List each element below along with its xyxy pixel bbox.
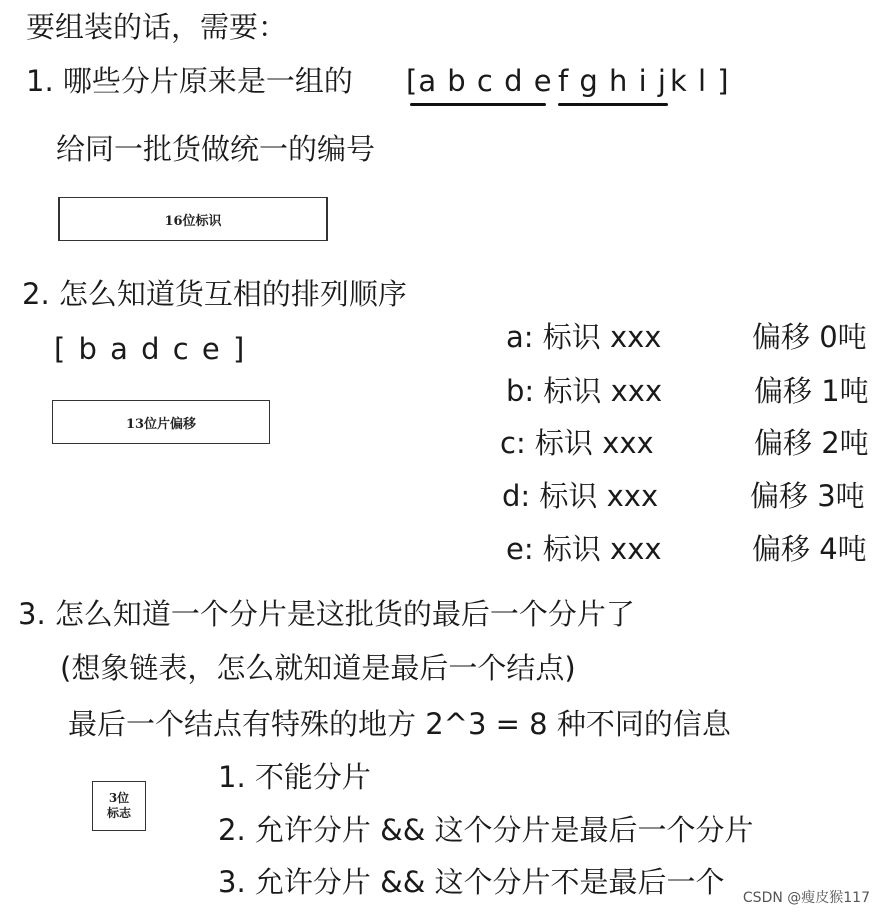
flag-field-label-line2: 标志 [106, 806, 131, 820]
q2-sequence: [ b a d c e ] [54, 332, 247, 366]
watermark: CSDN @瘦皮猴117 [742, 890, 870, 906]
q3-hint: (想象链表，怎么就知道是最后一个结点) [60, 651, 576, 685]
flag-field-label-line1: 3位 [108, 791, 130, 805]
row-b-offset: 偏移 1吨 [754, 374, 869, 408]
group-a-underline [410, 103, 546, 106]
offset-field-box [52, 400, 270, 444]
flag-option-1: 1. 不能分片 [218, 760, 371, 794]
row-a-id: a: 标识 xxx [506, 320, 662, 354]
q1-group-tail: k l ] [670, 64, 730, 98]
id-field-label: 16位标识 [164, 213, 222, 229]
row-a-offset: 偏移 0吨 [752, 320, 867, 354]
row-e-id: e: 标识 xxx [506, 532, 662, 566]
row-b-id: b: 标识 xxx [506, 374, 663, 408]
row-d-id: d: 标识 xxx [502, 479, 659, 513]
row-e-offset: 偏移 4吨 [752, 532, 867, 566]
q1-group-a: [a b c d e [406, 64, 553, 98]
offset-field-label: 13位片偏移 [125, 416, 197, 432]
q1-note: 给同一批货做统一的编号 [56, 132, 376, 166]
intro-text: 要组装的话，需要： [26, 10, 288, 44]
flag-option-3: 3. 允许分片 && 这个分片不是最后一个 [218, 865, 725, 899]
row-c-offset: 偏移 2吨 [754, 426, 869, 460]
q1-title: 1. 哪些分片原来是一组的 [26, 64, 353, 98]
q1-group-b: f g h i j [558, 64, 667, 98]
q2-title: 2. 怎么知道货互相的排列顺序 [22, 277, 407, 311]
flag-field-box [92, 781, 146, 831]
id-field-box [58, 197, 328, 241]
q3-title: 3. 怎么知道一个分片是这批货的最后一个分片了 [18, 597, 635, 631]
row-c-id: c: 标识 xxx [500, 426, 654, 460]
q3-note: 最后一个结点有特殊的地方 2^3 = 8 种不同的信息 [68, 707, 731, 741]
row-d-offset: 偏移 3吨 [750, 479, 865, 513]
group-b-underline [558, 103, 668, 106]
flag-option-2: 2. 允许分片 && 这个分片是最后一个分片 [218, 813, 754, 847]
